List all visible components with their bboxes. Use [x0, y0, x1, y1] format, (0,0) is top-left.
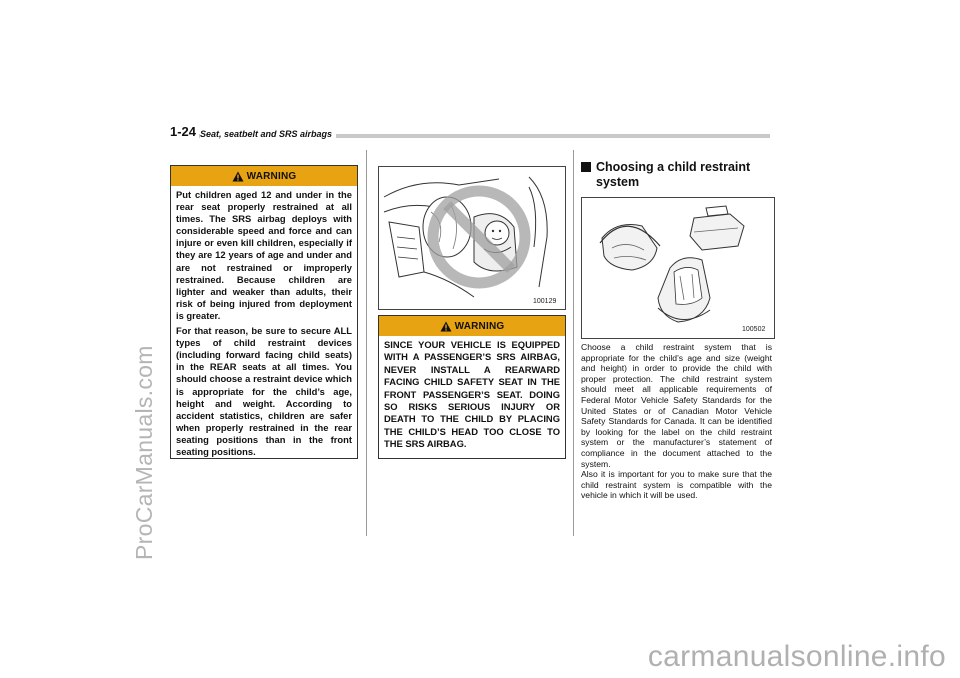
airbag-illustration	[379, 167, 565, 309]
warning-box-airbag	[378, 315, 566, 459]
warning-paragraph: For that reason, be sure to secure ALL types of child restraint devices (including forward facing child seats) in the REAR seats at all times. You should choose a restraint device which is appropriate for the child’s age, height and weight. According to accident statistics, children are safer when properly restrained in the rear seating positions than in the front seating positions.	[176, 325, 352, 457]
warning-triangle-icon	[440, 321, 452, 332]
bottom-watermark: carmanualsonline.info	[647, 640, 946, 673]
section-heading-line1: Choosing a child restraint	[596, 160, 751, 174]
warning-body	[171, 186, 357, 465]
warning-paragraph: Put children aged 12 and under in the rear seat properly restrained at all times. The SRS airbag deploys with considerable speed and force and can injure or even kill children, especially if they are 12 years of age and under and are not restrained or improperly restrained. Because children are lighter and weaker than adults, their risk of being injured from deployment is greater.	[176, 189, 352, 321]
warning-title: WARNING	[454, 320, 505, 332]
side-watermark: ProCarManuals.com	[131, 345, 157, 560]
body-paragraph: Choose a child restraint system that is appropriate for the child’s age and size (weight and height) in order to provide the child with proper protection. The child restraint system should meet all applicable requirements of Federal Motor Vehicle Safety Standards for the United States or of Canadian Motor Vehicle Safety Standards for Canada. It can be identified by looking for the label on the child restraint system or the manufacturer’s statement of compliance in the document attached to the system.	[581, 342, 772, 469]
warning-header	[379, 316, 565, 336]
warning-header	[171, 166, 357, 186]
page-number: 1-24	[170, 124, 199, 139]
column-divider	[366, 150, 367, 536]
figure-code: 100129	[533, 298, 557, 305]
section-square-icon	[581, 162, 591, 172]
figure-airbag-child-seat	[378, 166, 566, 310]
body-text	[581, 342, 772, 501]
section-heading-line2: system	[596, 175, 640, 189]
column-divider	[573, 150, 574, 536]
figure-code: 100502	[742, 326, 766, 333]
child-seats-illustration	[582, 198, 774, 338]
warning-box-child-seating	[170, 165, 358, 459]
warning-body	[379, 336, 565, 458]
warning-paragraph: SINCE YOUR VEHICLE IS EQUIPPED WITH A PASSENGER’S SRS AIRBAG, NEVER INSTALL A REARWARD FACING CHILD SAFETY SEAT IN THE FRONT PASSENGER’S SEAT. DOING SO RISKS SERIOUS INJURY OR DEATH TO THE CHILD BY PLACING THE CHILD’S HEAD TOO CLOSE TO THE SRS AIRBAG.	[384, 339, 560, 450]
figure-child-seats	[581, 197, 775, 339]
section-heading	[581, 160, 781, 190]
warning-triangle-icon	[232, 171, 244, 182]
section-title: Seat, seatbelt and SRS airbags	[200, 129, 336, 139]
body-paragraph: Also it is important for you to make sure that the child restraint system is compatible with the vehicle in which it will be used.	[581, 469, 772, 501]
warning-title: WARNING	[246, 170, 297, 182]
